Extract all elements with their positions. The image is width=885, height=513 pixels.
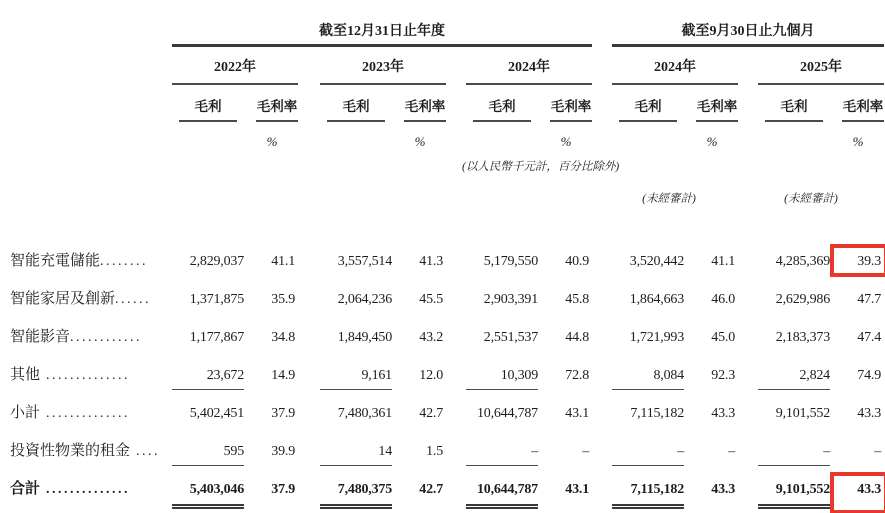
cell-gross-margin: 14.9 (271, 368, 295, 383)
percent-sign: % (266, 134, 278, 149)
cell-gross-profit: 1,177,867 (189, 330, 244, 345)
year-column-2022: 2022年 (172, 56, 298, 85)
table-row-subtotal (10, 392, 885, 430)
cell-gross-profit: 7,480,375 (320, 482, 392, 509)
cell-gross-margin: 43.3 (711, 406, 735, 421)
row-label: 智能充電儲能 (10, 253, 101, 269)
dot-leader: .............. (40, 482, 131, 497)
cell-gross-margin: – (582, 444, 589, 459)
cell-gross-profit: 10,644,787 (466, 482, 538, 509)
percent-sign: % (560, 134, 572, 149)
percent-sign: % (852, 134, 864, 149)
table-row-smart-av (10, 316, 885, 354)
row-label: 合計 (10, 481, 41, 497)
cell-gross-profit: 3,557,514 (337, 254, 392, 269)
cell-gross-profit: 9,161 (320, 368, 392, 390)
cell-gross-profit: 2,064,236 (337, 292, 392, 307)
cell-gross-margin: 1.5 (426, 444, 443, 459)
cell-gross-margin: 43.1 (565, 406, 589, 421)
cell-gross-profit: 7,115,182 (630, 406, 684, 421)
cell-gross-margin: 42.7 (419, 482, 443, 497)
unaudited-note: (未經審計) (642, 193, 696, 205)
cell-gross-margin: 45.5 (419, 292, 443, 307)
cell-gross-margin: – (874, 444, 881, 459)
percent-row (10, 134, 885, 150)
column-header-gross-margin: 毛利率 (842, 95, 884, 122)
cell-gross-profit: 2,829,037 (189, 254, 244, 269)
cell-gross-profit: – (466, 444, 538, 466)
table-row-total (10, 468, 885, 513)
cell-gross-profit: 4,285,369 (775, 254, 830, 269)
cell-gross-margin: 35.9 (271, 292, 295, 307)
period-title-row (10, 20, 885, 47)
cell-gross-margin: 37.9 (271, 406, 295, 421)
column-header-gross-profit: 毛利 (758, 95, 830, 122)
cell-gross-profit: 5,403,046 (172, 482, 244, 509)
column-header-gross-profit: 毛利 (172, 95, 244, 122)
percent-sign: % (706, 134, 718, 149)
cell-gross-margin: 43.2 (419, 330, 443, 345)
cell-gross-margin: 43.3 (857, 406, 881, 421)
column-header-gross-margin: 毛利率 (696, 95, 738, 122)
cell-gross-profit: 8,084 (612, 368, 684, 390)
cell-gross-profit: 14 (320, 444, 392, 466)
table-row-smart-home (10, 278, 885, 316)
dot-leader: ........ (100, 254, 149, 269)
cell-gross-profit: 10,644,787 (476, 406, 538, 421)
cell-gross-margin: 40.9 (565, 254, 589, 269)
cell-gross-profit: 2,903,391 (483, 292, 538, 307)
cell-gross-profit: 2,824 (758, 368, 830, 390)
cell-gross-margin: 45.0 (711, 330, 735, 345)
cell-gross-margin: 46.0 (711, 292, 735, 307)
cell-gross-margin: – (728, 444, 735, 459)
year-column-2024: 2024年 (466, 56, 592, 85)
cell-gross-margin-highlighted: 39.3 (842, 254, 884, 270)
row-label: 智能家居及創新 (10, 291, 116, 307)
cell-gross-profit: 9,101,552 (758, 482, 830, 509)
cell-gross-profit: 7,480,361 (337, 406, 392, 421)
table-row-investment-property-rent (10, 430, 885, 468)
cell-gross-margin: 47.7 (857, 292, 881, 307)
cell-gross-margin: 72.8 (565, 368, 589, 383)
row-label: 其他 (10, 367, 41, 383)
dot-leader: .............. (40, 406, 131, 421)
cell-gross-profit: 595 (172, 444, 244, 466)
cell-gross-margin: 41.3 (419, 254, 443, 269)
column-header-gross-margin: 毛利率 (256, 95, 298, 122)
cell-gross-margin: 44.8 (565, 330, 589, 345)
cell-gross-profit: 2,551,537 (483, 330, 538, 345)
currency-note: (以人民幣千元計，百分比除外) (462, 161, 620, 173)
cell-gross-profit: 2,629,986 (775, 292, 830, 307)
column-header-gross-profit: 毛利 (612, 95, 684, 122)
table-row-others (10, 354, 885, 392)
year-header-row (10, 56, 885, 85)
unaudited-note: (未經審計) (784, 193, 838, 205)
cell-gross-profit: 7,115,182 (612, 482, 684, 509)
cell-gross-profit: 23,672 (172, 368, 244, 390)
currency-note-row (10, 158, 885, 174)
cell-gross-margin: 41.1 (711, 254, 735, 269)
year-column-2023: 2023年 (320, 56, 446, 85)
cell-gross-profit: 9,101,552 (775, 406, 830, 421)
cell-gross-profit: 1,849,450 (337, 330, 392, 345)
percent-sign: % (414, 134, 426, 149)
cell-gross-margin: 43.1 (565, 482, 589, 497)
cell-gross-profit: 1,721,993 (629, 330, 684, 345)
cell-gross-profit: – (758, 444, 830, 466)
table-row-smart-charging (10, 240, 885, 278)
year-column-2024-9m: 2024年 (612, 56, 738, 85)
dot-leader: .... (130, 444, 161, 459)
cell-gross-profit: 5,179,550 (483, 254, 538, 269)
cell-gross-profit: 1,864,663 (629, 292, 684, 307)
cell-gross-margin: 43.3 (711, 482, 735, 497)
row-label: 小計 (10, 405, 41, 421)
cell-gross-margin: 47.4 (857, 330, 881, 345)
cell-gross-margin: 37.9 (271, 482, 295, 497)
cell-gross-profit: 5,402,451 (189, 406, 244, 421)
cell-gross-profit: 2,183,373 (775, 330, 830, 345)
period-group-title-nine-months: 截至9月30日止九個月 (612, 20, 884, 47)
column-header-gross-profit: 毛利 (466, 95, 538, 122)
subcolumn-header-row (10, 95, 885, 122)
cell-gross-margin: 45.8 (565, 292, 589, 307)
cell-gross-margin-highlighted: 43.3 (842, 482, 884, 498)
column-header-gross-margin: 毛利率 (550, 95, 592, 122)
row-label: 智能影音 (10, 329, 71, 345)
period-group-title-annual: 截至12月31日止年度 (172, 20, 592, 47)
cell-gross-margin: 74.9 (857, 368, 881, 383)
row-label: 投資性物業的租金 (10, 443, 131, 459)
column-header-gross-margin: 毛利率 (404, 95, 446, 122)
dot-leader: .............. (40, 368, 131, 383)
cell-gross-margin: 92.3 (711, 368, 735, 383)
dot-leader: ............ (70, 330, 143, 345)
unaudited-row (10, 190, 885, 206)
cell-gross-profit: 3,520,442 (629, 254, 684, 269)
cell-gross-margin: 34.8 (271, 330, 295, 345)
cell-gross-margin: 39.9 (271, 444, 295, 459)
cell-gross-profit: – (612, 444, 684, 466)
year-column-2025-9m: 2025年 (758, 56, 884, 85)
cell-gross-margin: 12.0 (419, 368, 443, 383)
cell-gross-profit: 1,371,875 (189, 292, 244, 307)
column-header-gross-profit: 毛利 (320, 95, 392, 122)
cell-gross-margin: 42.7 (419, 406, 443, 421)
dot-leader: ...... (115, 292, 152, 307)
cell-gross-profit: 10,309 (466, 368, 538, 390)
cell-gross-margin: 41.1 (271, 254, 295, 269)
table-body (10, 240, 885, 513)
